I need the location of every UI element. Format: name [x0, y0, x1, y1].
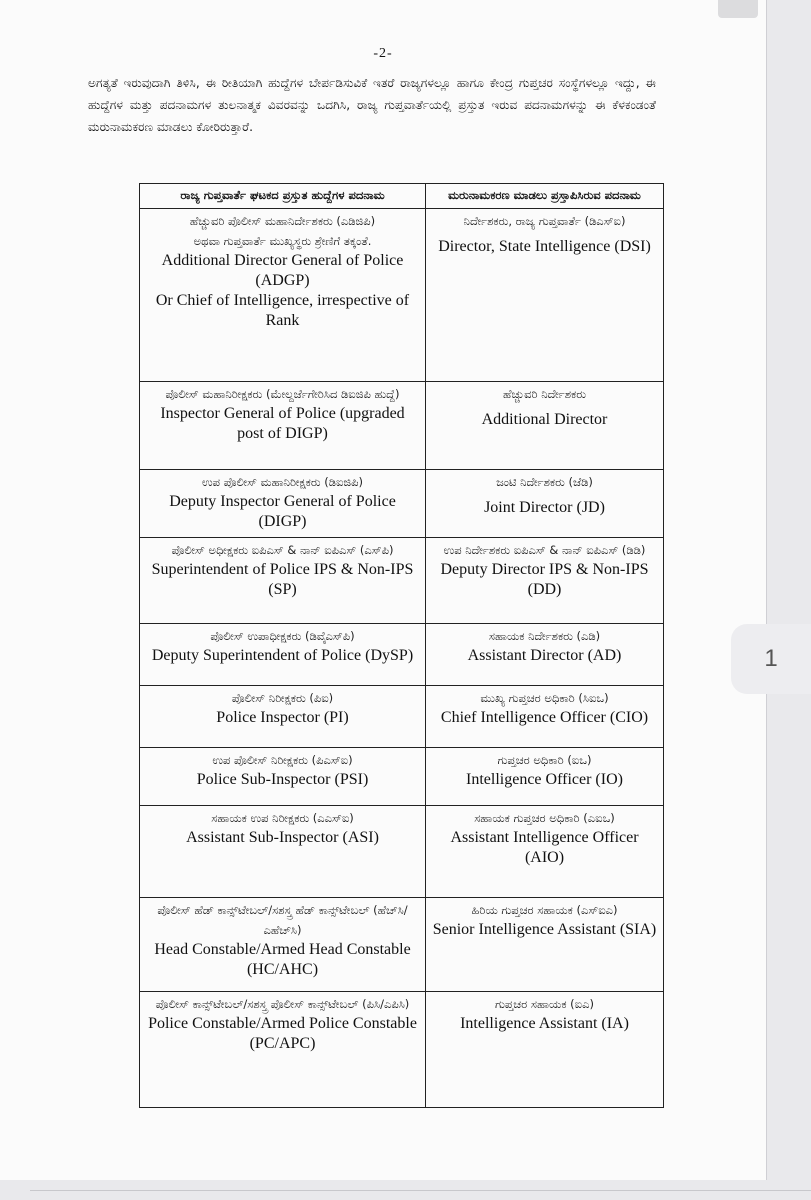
proposed-english: Deputy Director IPS & Non-IPS (DD)	[440, 561, 649, 598]
intro-paragraph: ಅಗತ್ಯತೆ ಇರುವುದಾಗಿ ತಿಳಿಸಿ, ಈ ರೀತಿಯಾಗಿ ಹುದ್ದೆಗಳ ಬೇರ್ಪಡಿಸುವಿಕೆ ಇತರೆ ರಾಜ್ಯಗಳಲ್ಲೂ ಹಾಗೂ ಕೇಂದ್ರ ಗುಪ್ತಚರ ಸಂಸ್ಥೆಗಳಲ್ಲೂ ಇದ್ದು, ಈ ಹುದ್ದೆಗಳ ಮತ್ತು ಪದನಾಮಗಳ ತುಲನಾತ್ಮಕ ವಿವರವನ್ನು ಒದಗಿಸಿ, ರಾಜ್ಯ ಗುಪ್ತವಾರ್ತೆಯಲ್ಲಿ ಪ್ರಸ್ತುತ ಇರುವ ಪದನಾಮಗಳನ್ನು ಈ ಕೆಳಕಂಡಂತೆ ಮರುನಾಮಕರಣ ಮಾಡಲು ಕೋರಿರುತ್ತಾರೆ.	[88, 76, 656, 134]
current-designation-cell	[140, 382, 426, 470]
page-indicator-badge[interactable]: 1	[731, 624, 811, 694]
current-english: Deputy Inspector General of Police (DIGP)	[169, 493, 396, 530]
proposed-kannada: ನಿರ್ದೇಶಕರು, ರಾಜ್ಯ ಗುಪ್ತವಾರ್ತೆ (ಡಿಎಸ್‌ಐ)	[463, 214, 626, 228]
proposed-english: Chief Intelligence Officer (CIO)	[440, 709, 649, 726]
current-designation-cell	[140, 470, 426, 538]
table-header-row	[140, 184, 664, 209]
current-designation-cell	[140, 538, 426, 624]
table-row	[140, 382, 664, 470]
table-row	[140, 624, 664, 686]
current-kannada: ಪೊಲೀಸ್ ಕಾನ್ಸ್‌ಟೇಬಲ್/ಸಶಸ್ತ್ರ ಪೊಲೀಸ್ ಕಾನ್ಸ್‌ಟೇಬಲ್ (ಪಿಸಿ/ಎಪಿಸಿ)	[155, 997, 410, 1011]
table-row	[140, 470, 664, 538]
proposed-kannada: ಮುಖ್ಯ ಗುಪ್ತಚರ ಅಧಿಕಾರಿ (ಸಿಐಒ)	[480, 691, 609, 705]
current-kannada: ಉಪ ಪೊಲೀಸ್ ನಿರೀಕ್ಷಕರು (ಪಿಎಸ್‌ಐ)	[212, 753, 353, 767]
proposed-english: Additional Director	[481, 411, 608, 428]
proposed-kannada: ಸಹಾಯಕ ಗುಪ್ತಚರ ಅಧಿಕಾರಿ (ಎಐಒ)	[474, 811, 615, 825]
table-row	[140, 538, 664, 624]
table-row	[140, 748, 664, 806]
proposed-kannada: ಉಪ ನಿರ್ದೇಶಕರು ಐಪಿಎಸ್ & ನಾನ್ ಐಪಿಎಸ್ (ಡಿಡಿ)	[443, 543, 646, 557]
current-english: Police Constable/Armed Police Constable (PC/APC)	[148, 1015, 417, 1052]
current-designation-cell	[140, 992, 426, 1108]
current-designation-cell	[140, 686, 426, 748]
proposed-english: Senior Intelligence Assistant (SIA)	[432, 921, 657, 938]
proposed-kannada: ಹಿರಿಯ ಗುಪ್ತಚರ ಸಹಾಯಕ (ಎಸ್‌ಐಎ)	[471, 903, 618, 917]
current-kannada: ಪೊಲೀಸ್ ಮಹಾನಿರೀಕ್ಷಕರು (ಮೇಲ್ದರ್ಜೆಗೇರಿಸಿದ ಡಿಐಜಿಪಿ ಹುದ್ದೆ)	[165, 387, 400, 401]
proposed-kannada: ಜಂಟಿ ನಿರ್ದೇಶಕರು (ಜೆಡಿ)	[496, 475, 593, 489]
header-proposed-designation: ಮರುನಾಮಕರಣ ಮಾಡಲು ಪ್ರಸ್ತಾಪಿಸಿರುವ ಪದನಾಮ	[426, 184, 664, 209]
current-kannada: ಪೊಲೀಸ್ ನಿರೀಕ್ಷಕರು (ಪಿಐ)	[231, 691, 334, 705]
proposed-english: Director, State Intelligence (DSI)	[438, 238, 651, 255]
bottom-divider	[30, 1190, 811, 1191]
proposed-designation-cell	[426, 806, 664, 898]
current-designation-cell	[140, 898, 426, 992]
proposed-designation-cell	[426, 624, 664, 686]
current-english: Superintendent of Police IPS & Non-IPS (SP)	[151, 561, 414, 598]
page-number: -2-	[373, 46, 393, 61]
current-english: Inspector General of Police (upgraded post of DIGP)	[160, 405, 405, 442]
current-designation-cell	[140, 209, 426, 382]
proposed-designation-cell	[426, 209, 664, 382]
current-english: Police Inspector (PI)	[216, 709, 349, 726]
proposed-designation-cell	[426, 470, 664, 538]
current-kannada-note: ಅಥವಾ ಗುಪ್ತವಾರ್ತೆ ಮುಖ್ಯಸ್ಥರು ಶ್ರೇಣಿಗೆ ತಕ್ಕಂತೆ.	[193, 234, 372, 248]
proposed-designation-cell	[426, 898, 664, 992]
current-kannada: ಹೆಚ್ಚುವರಿ ಪೊಲೀಸ್ ಮಹಾನಿರ್ದೇಶಕರು (ಎಡಿಜಿಪಿ)	[189, 214, 376, 228]
current-english-note: Or Chief of Intelligence, irrespective of Rank	[155, 292, 410, 329]
current-designation-cell	[140, 624, 426, 686]
table-row	[140, 686, 664, 748]
table-row	[140, 898, 664, 992]
proposed-english: Assistant Director (AD)	[467, 647, 622, 664]
current-kannada: ಪೊಲೀಸ್ ಉಪಾಧೀಕ್ಷಕರು (ಡಿವೈಎಸ್‌ಪಿ)	[210, 629, 355, 643]
header-current-designation: ರಾಜ್ಯ ಗುಪ್ತವಾರ್ತೆ ಘಟಕದ ಪ್ರಸ್ತುತ ಹುದ್ದೆಗಳ ಪದನಾಮ	[140, 184, 426, 209]
proposed-kannada: ಗುಪ್ತಚರ ಅಧಿಕಾರಿ (ಐಒ)	[497, 753, 592, 767]
current-english: Assistant Sub-Inspector (ASI)	[186, 829, 379, 846]
proposed-english: Assistant Intelligence Officer (AIO)	[450, 829, 639, 866]
current-english: Deputy Superintendent of Police (DySP)	[151, 647, 414, 664]
page-corner-tab	[718, 0, 758, 18]
current-kannada: ಸಹಾಯಕ ಉಪ ನಿರೀಕ್ಷಕರು (ಎಎಸ್‌ಐ)	[211, 811, 354, 825]
proposed-designation-cell	[426, 538, 664, 624]
proposed-designation-cell	[426, 992, 664, 1108]
proposed-kannada: ಗುಪ್ತಚರ ಸಹಾಯಕ (ಐಎ)	[495, 997, 594, 1011]
proposed-designation-cell	[426, 382, 664, 470]
designation-table	[139, 183, 664, 1108]
current-kannada: ಪೊಲೀಸ್ ಅಧೀಕ್ಷಕರು ಐಪಿಎಸ್ & ನಾನ್ ಐಪಿಎಸ್ (ಎಸ್‌ಪಿ)	[171, 543, 394, 557]
current-kannada: ಪೊಲೀಸ್ ಹೆಡ್ ಕಾನ್ಸ್‌ಟೇಬಲ್/ಸಶಸ್ತ್ರ ಹೆಡ್ ಕಾನ್ಸ್‌ಟೇಬಲ್ (ಹೆಚ್‌ಸಿ/ಎಹೆಚ್‌ಸಿ)	[157, 903, 408, 937]
proposed-designation-cell	[426, 686, 664, 748]
current-english: Head Constable/Armed Head Constable (HC/AHC)	[154, 941, 411, 978]
current-english: Police Sub-Inspector (PSI)	[196, 771, 369, 788]
current-english: Additional Director General of Police (ADGP)	[161, 252, 404, 289]
proposed-kannada: ಹೆಚ್ಚುವರಿ ನಿರ್ದೇಶಕರು	[503, 387, 586, 401]
current-designation-cell	[140, 748, 426, 806]
proposed-designation-cell	[426, 748, 664, 806]
table-row	[140, 806, 664, 898]
proposed-english: Intelligence Assistant (IA)	[460, 1015, 629, 1032]
current-kannada: ಉಪ ಪೊಲೀಸ್ ಮಹಾನಿರೀಕ್ಷಕರು (ಡಿಐಜಿಪಿ)	[202, 475, 363, 489]
proposed-kannada: ಸಹಾಯಕ ನಿರ್ದೇಶಕರು (ಎಡಿ)	[488, 629, 601, 643]
proposed-english: Intelligence Officer (IO)	[466, 771, 623, 788]
proposed-english: Joint Director (JD)	[484, 499, 605, 516]
table-row	[140, 992, 664, 1108]
current-designation-cell	[140, 806, 426, 898]
table-row	[140, 209, 664, 382]
